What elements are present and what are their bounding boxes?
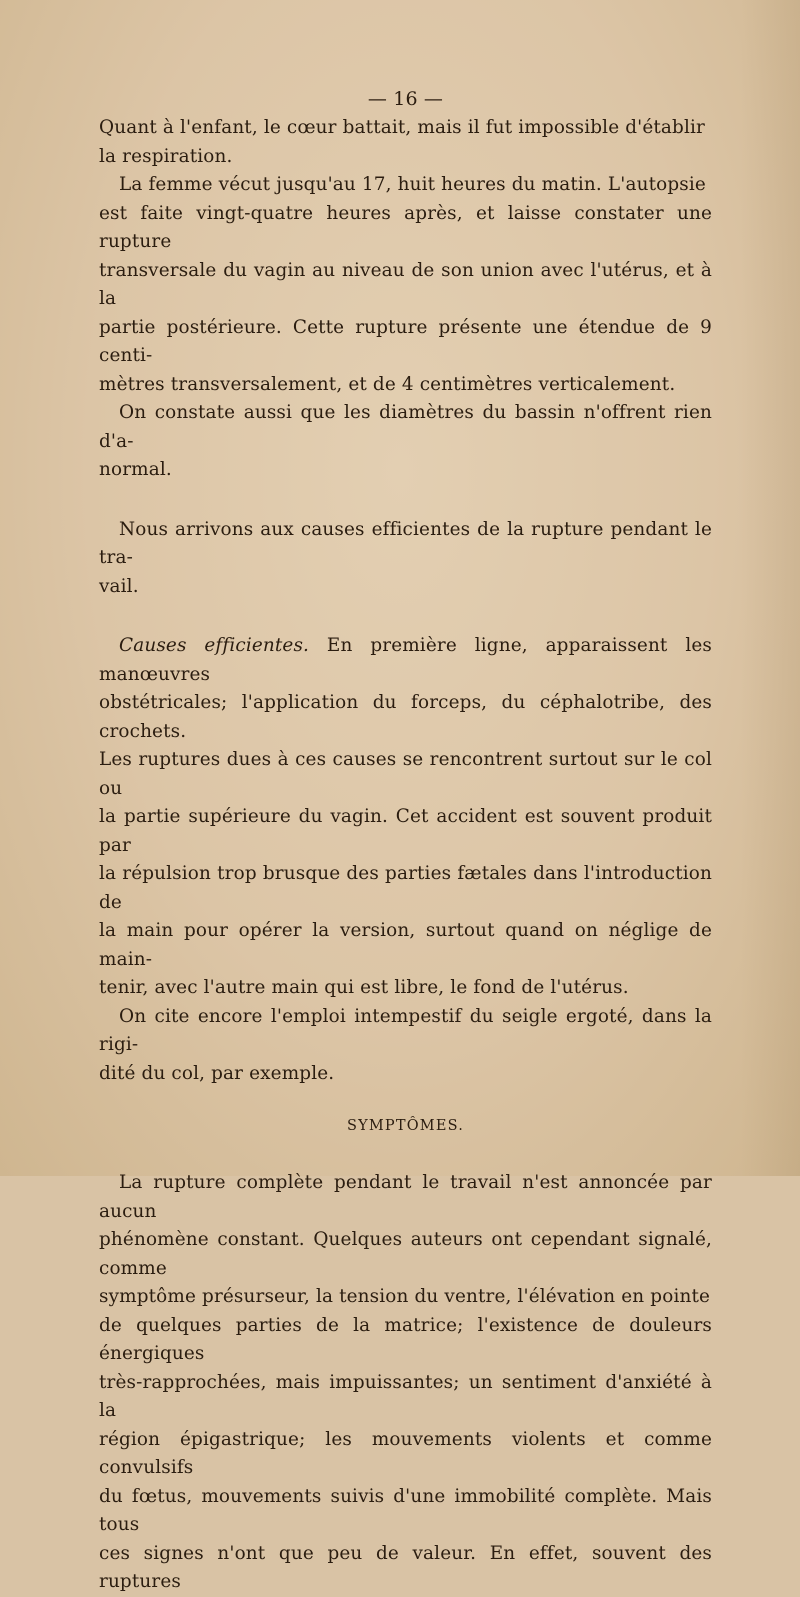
text-line: la respiration. [99, 145, 233, 167]
paragraph-gap [99, 1155, 712, 1169]
section-heading: SYMPTÔMES. [346, 1118, 465, 1134]
text-line: Nous arrivons aux causes efficientes de la rupture pendant le tra- [99, 518, 712, 568]
paragraph-6 [99, 1003, 712, 1089]
text-line: obstétricales; l'application du forceps, du céphalotribe, des crochets. [99, 692, 712, 742]
paragraph-7 [99, 1169, 712, 1597]
text-line: On cite encore l'emploi intempestif du seigle ergoté, dans la rigi- [99, 1005, 712, 1055]
paragraph-gap [99, 601, 712, 632]
text-block [99, 84, 712, 1597]
text-line: En première ligne, apparaissent les manœuvres [99, 635, 712, 685]
paragraph-3 [99, 399, 712, 485]
paragraph-4 [99, 516, 712, 602]
text-line: La femme vécut jusqu'au 17, huit heures du matin. L'autopsie [119, 174, 706, 195]
page-edge-shadow [740, 0, 800, 1176]
text-line: la main pour opérer la version, surtout quand on néglige de main- [99, 920, 712, 970]
text-line: partie postérieure. Cette rupture présente une étendue de 9 centi- [99, 316, 712, 366]
section-lead-italic: Causes efficientes. [119, 635, 310, 656]
paragraph-gap [99, 485, 712, 516]
text-line: tenir, avec l'autre main qui est libre, le fond de l'utérus. [99, 977, 629, 998]
text-line: la répulsion trop brusque des parties fætales dans l'introduction de [99, 863, 712, 913]
text-line: On constate aussi que les diamètres du bassin n'offrent rien d'a- [99, 402, 712, 452]
text-line: normal. [99, 459, 172, 480]
text-line: la partie supérieure du vagin. Cet accident est souvent produit par [99, 806, 712, 856]
text-line: vail. [99, 575, 139, 597]
text-line: du fœtus, mouvements suivis d'une immobilité complète. Mais tous [99, 1485, 712, 1535]
paragraph-2 [99, 171, 712, 399]
text-line: région épigastrique; les mouvements violents et comme convulsifs [99, 1428, 712, 1478]
text-line: mètres transversalement, et de 4 centimètres verticalement. [99, 373, 676, 395]
page-number: — 16 — [367, 88, 444, 110]
text-line: dité du col, par exemple. [99, 1062, 335, 1084]
text-line: est faite vingt-quatre heures après, et laisse constater une rupture [99, 202, 712, 252]
text-line: La rupture complète pendant le travail n'est annoncée par aucun [99, 1172, 712, 1222]
text-line: transversale du vagin au niveau de son union avec l'utérus, et à la [99, 259, 712, 309]
text-line: de quelques parties de la matrice; l'existence de douleurs énergiques [99, 1314, 712, 1364]
text-line: Quant à l'enfant, le cœur battait, mais il fut impossible d'établir [99, 117, 705, 138]
paragraph-5 [99, 632, 712, 1003]
text-line: ces signes n'ont que peu de valeur. En effet, souvent des ruptures [99, 1542, 712, 1592]
text-line: symptôme présurseur, la tension du ventre, l'élévation en pointe [99, 1286, 711, 1307]
text-line: phénomène constant. Quelques auteurs ont cependant signalé, comme [99, 1229, 712, 1279]
text-line: très-rapprochées, mais impuissantes; un sentiment d'anxiété à la [99, 1371, 712, 1421]
paragraph-1 [99, 114, 712, 171]
text-line: Les ruptures dues à ces causes se rencontrent surtout sur le col ou [99, 749, 712, 799]
